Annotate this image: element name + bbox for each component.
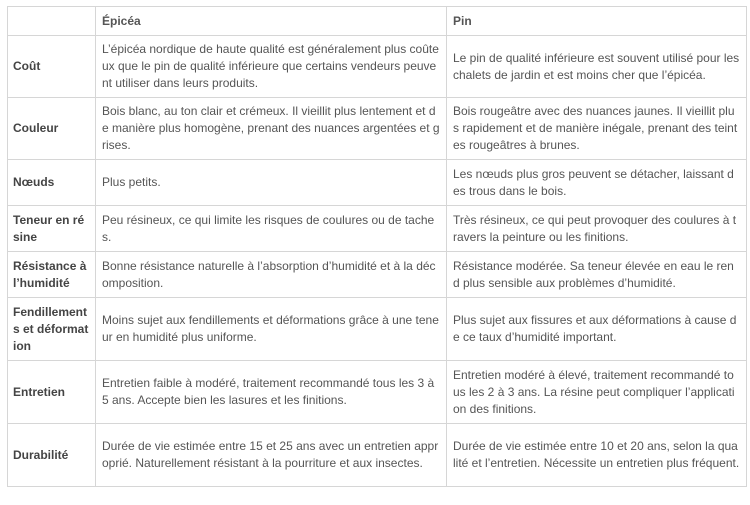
table-row	[8, 361, 747, 424]
comparison-table	[7, 6, 747, 487]
cell-pin: Entretien modéré à élevé, traitement recommandé tous les 2 à 3 ans. La résine peut compliquer l’application des finitions.	[447, 361, 747, 424]
cell-epicea: Bois blanc, au ton clair et crémeux. Il vieillit plus lentement et de manière plus homogène, prenant des nuances argentées et grises.	[96, 98, 447, 160]
table-row	[8, 36, 747, 98]
table-row	[8, 98, 747, 160]
cell-epicea: Peu résineux, ce qui limite les risques de coulures ou de taches.	[96, 206, 447, 252]
cell-pin: Très résineux, ce qui peut provoquer des coulures à travers la peinture ou les finitions.	[447, 206, 747, 252]
header-epicea: Épicéa	[96, 7, 447, 36]
row-criterion: Couleur	[8, 98, 96, 160]
cell-pin: Les nœuds plus gros peuvent se détacher, laissant des trous dans le bois.	[447, 160, 747, 206]
table-header-row	[8, 7, 747, 36]
header-pin: Pin	[447, 7, 747, 36]
cell-epicea: Plus petits.	[96, 160, 447, 206]
row-criterion: Nœuds	[8, 160, 96, 206]
row-criterion: Teneur en résine	[8, 206, 96, 252]
cell-pin: Plus sujet aux fissures et aux déformations à cause de ce taux d’humidité important.	[447, 298, 747, 361]
header-criterion	[8, 7, 96, 36]
cell-epicea: L’épicéa nordique de haute qualité est généralement plus coûteux que le pin de qualité inférieure que certains vendeurs peuvent utiliser dans leurs produits.	[96, 36, 447, 98]
row-criterion: Coût	[8, 36, 96, 98]
cell-epicea: Entretien faible à modéré, traitement recommandé tous les 3 à 5 ans. Accepte bien les lasures et les finitions.	[96, 361, 447, 424]
table-row	[8, 298, 747, 361]
row-criterion: Durabilité	[8, 424, 96, 487]
cell-epicea: Bonne résistance naturelle à l’absorption d’humidité et à la décomposition.	[96, 252, 447, 298]
row-criterion: Résistance à l’humidité	[8, 252, 96, 298]
cell-epicea: Moins sujet aux fendillements et déformations grâce à une teneur en humidité plus uniforme.	[96, 298, 447, 361]
row-criterion: Fendillements et déformation	[8, 298, 96, 361]
cell-pin: Résistance modérée. Sa teneur élevée en eau le rend plus sensible aux problèmes d’humidité.	[447, 252, 747, 298]
cell-pin: Le pin de qualité inférieure est souvent utilisé pour les chalets de jardin et est moins cher que l’épicéa.	[447, 36, 747, 98]
cell-pin: Durée de vie estimée entre 10 et 20 ans, selon la qualité et l’entretien. Nécessite un entretien plus fréquent.	[447, 424, 747, 487]
table-row	[8, 252, 747, 298]
cell-epicea: Durée de vie estimée entre 15 et 25 ans avec un entretien approprié. Naturellement résistant à la pourriture et aux insectes.	[96, 424, 447, 487]
table-row	[8, 206, 747, 252]
table-row	[8, 160, 747, 206]
cell-pin: Bois rougeâtre avec des nuances jaunes. Il vieillit plus rapidement et de manière inégale, prenant des teintes rougeâtres à brunes.	[447, 98, 747, 160]
row-criterion: Entretien	[8, 361, 96, 424]
table-row	[8, 424, 747, 487]
